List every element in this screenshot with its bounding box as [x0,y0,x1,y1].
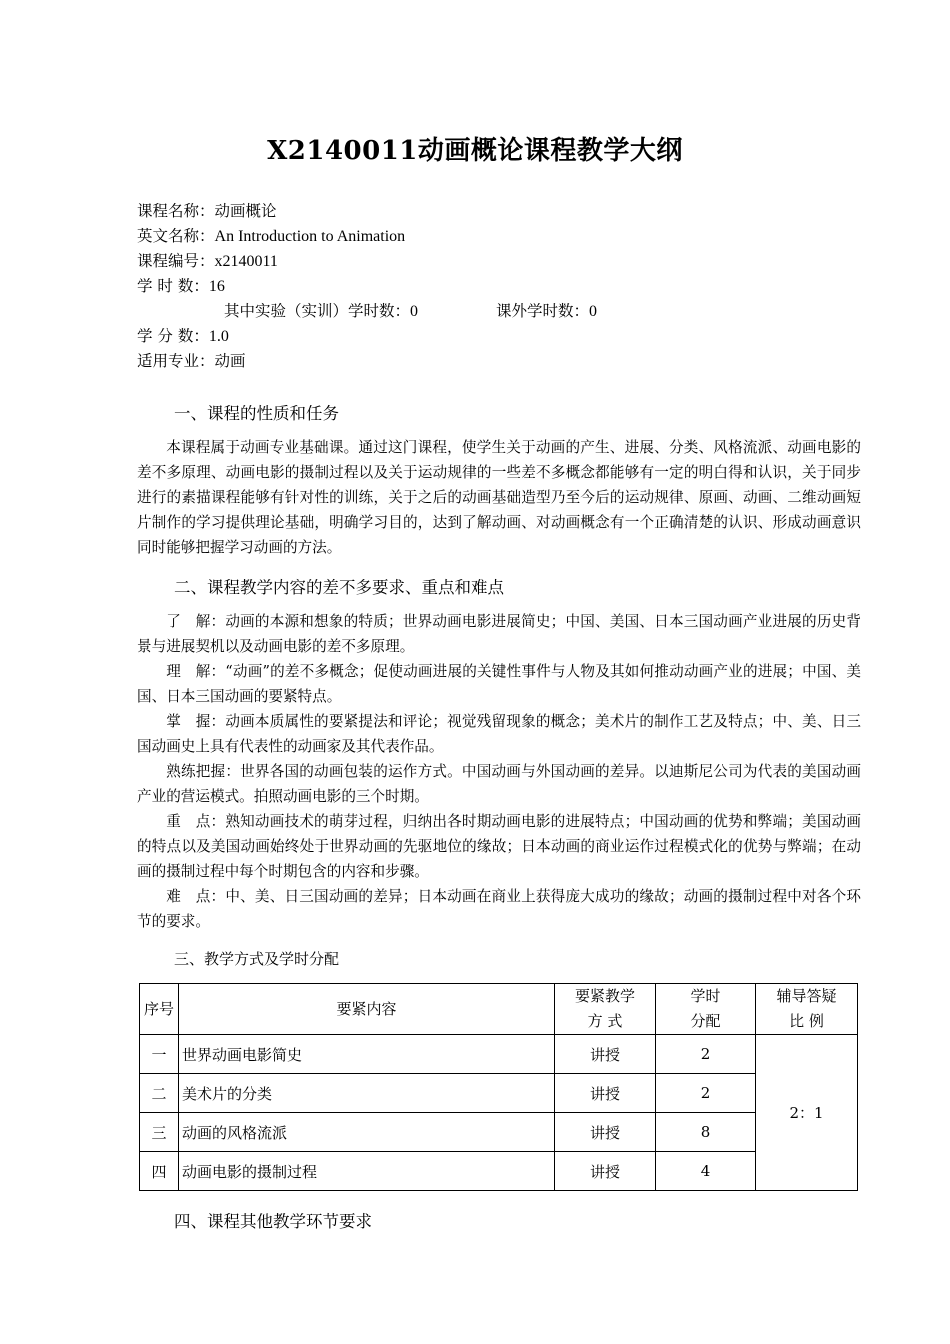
row-content: 动画的风格流派 [179,1113,555,1152]
section2-heading: 二、课程教学内容的差不多要求、重点和难点 [174,578,504,597]
header-hours-line1: 学时 [690,987,721,1005]
row-hours: 4 [656,1152,756,1191]
header-method-line1: 要紧教学 [574,987,635,1005]
row-hours: 2 [656,1074,756,1113]
hours-value: 16 [208,278,225,295]
lab-hours-line [224,299,418,324]
hours-allocation-table [139,983,858,1191]
row-content: 动画电影的摄制过程 [179,1152,555,1191]
section2-master: 掌 握：动画本质属性的要紧提法和评论；视觉残留现象的概念；美术片的制作工艺及特点；中、美、日三国动画史上具有代表性的动画家及其代表作品。 [137,713,861,755]
table-row [140,1113,858,1152]
header-ratio-line1: 辅导答疑 [776,987,837,1005]
extra-hours-value: 0 [589,303,598,320]
table-row [140,1152,858,1191]
header-method [555,984,656,1035]
section1-heading: 一、课程的性质和任务 [174,404,339,423]
header-no: 序号 [140,984,179,1035]
course-code-label: 课程编号： [137,252,215,270]
course-name-line [137,199,277,224]
header-hours [656,984,756,1035]
row-hours: 2 [656,1035,756,1074]
hours-line [137,274,225,299]
course-name-label: 课程名称： [137,202,215,220]
section2-key-points: 重 点：熟知动画技术的萌芽过程，归纳出各时期动画电影的进展特点；中国动画的优势和弊端；美国动画的特点以及美国动画始终处于世界动画的先驱地位的缘故；日本动画的商业运作过程模式化的优势与弊端；在动画的摄制过程中每个时期包含的内容和步骤。 [137,813,861,880]
row-no: 四 [140,1152,179,1191]
section2-proficient: 熟练把握：世界各国的动画包装的运作方式。中国动画与外国动画的差异。以迪斯尼公司为代表的美国动画产业的营运模式。拍照动画电影的三个时期。 [137,763,861,805]
section2-understand-basic: 了 解：动画的本源和想象的特质；世界动画电影进展简史；中国、美国、日本三国动画产业进展的历史背景与进展契机以及动画电影的差不多原理。 [137,613,861,655]
row-method: 讲授 [555,1074,656,1113]
table-row [140,1035,858,1074]
ratio-cell: 2：1 [756,1035,858,1191]
extra-hours-label: 课外学时数： [496,302,590,320]
english-name-label: 英文名称： [137,227,215,245]
header-method-line2: 方 式 [587,1012,623,1030]
course-code-value: x2140011 [214,253,278,270]
header-ratio [756,984,858,1035]
section2-comprehend: 理 解：“动画”的差不多概念；促使动画进展的关键性事件与人物及其如何推动动画产业的进展；中国、美国、日本三国动画的要紧特点。 [137,663,861,705]
header-content: 要紧内容 [179,984,555,1035]
row-hours: 8 [656,1113,756,1152]
section1-text: 本课程属于动画专业基础课。通过这门课程，使学生关于动画的产生、进展、分类、风格流派、动画电影的差不多原理、动画电影的摄制过程以及关于运动规律的一些差不多概念都能够有一定的明白得和认识，关于同步进行的素描课程能够有针对性的训练，关于之后的动画基础造型乃至今后的运动规律、原画、动画、二维动画短片制作的学习提供理论基础，明确学习目的，达到了解动画、对动画概念有一个正确清楚的认识、形成动画意识同时能够把握学习动画的方法。 [137,439,861,556]
credits-label: 学 分 数： [137,327,209,345]
section3-heading: 三、教学方式及学时分配 [174,950,340,968]
row-method: 讲授 [555,1035,656,1074]
row-content: 美术片的分类 [179,1074,555,1113]
course-code-line [137,249,278,274]
header-ratio-line2: 比 例 [789,1012,824,1030]
course-name-value: 动画概论 [214,202,277,220]
major-line [137,349,246,374]
major-label: 适用专业： [137,352,215,370]
credits-line [137,324,229,349]
section4-heading: 四、课程其他教学环节要求 [174,1212,372,1231]
hours-label: 学 时 数： [137,277,209,295]
row-no: 二 [140,1074,179,1113]
lab-hours-value: 0 [410,303,419,320]
extra-hours-line [496,299,597,324]
row-method: 讲授 [555,1152,656,1191]
english-name-line [137,224,405,249]
table-row [140,1074,858,1113]
document-title: X2140011动画概论课程教学大纲 [267,136,683,166]
row-no: 三 [140,1113,179,1152]
lab-hours-label: 其中实验（实训）学时数： [224,302,411,320]
header-hours-line2: 分配 [690,1012,721,1030]
row-no: 一 [140,1035,179,1074]
english-name-value: An Introduction to Animation [214,228,406,245]
row-content: 世界动画电影简史 [179,1035,555,1074]
table-header-row [140,984,858,1035]
row-method: 讲授 [555,1113,656,1152]
major-value: 动画 [214,352,246,370]
section2-difficulties: 难 点：中、美、日三国动画的差异；日本动画在商业上获得庞大成功的缘故；动画的摄制过程中对各个环节的要求。 [137,888,861,930]
credits-value: 1.0 [208,328,229,345]
